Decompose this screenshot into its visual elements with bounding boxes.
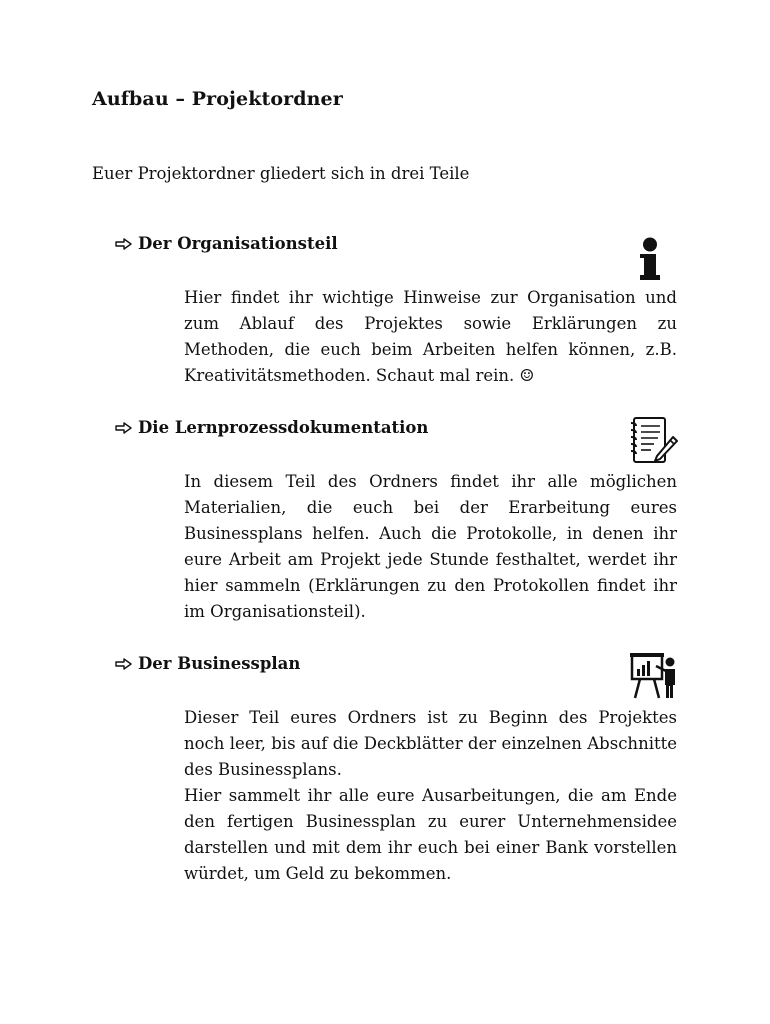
section-text-businessplan (184, 705, 677, 887)
notepad-pencil-icon (628, 415, 678, 467)
section-heading-businessplan (115, 654, 300, 673)
section-heading-label: Die Lernprozessdokumentation (138, 418, 429, 437)
paragraph: Dieser Teil eures Ordners ist zu Beginn des Projektes noch leer, bis auf die Deckblätter der einzelnen Abschnitte des Businessplans. (184, 708, 677, 779)
arrow-right-icon (115, 238, 132, 250)
paragraph: In diesem Teil des Ordners findet ihr alle möglichen Materialien, die euch bei der Erarbeitung eures Businessplans helfen. Auch die Protokolle, in denen ihr eure Arbeit am Projekt jede Stunde festhaltet, werdet ihr hier sammeln (Erklärungen zu den Protokollen findet ihr im Organisationsteil). (184, 472, 677, 621)
section-heading-label: Der Businessplan (138, 654, 301, 673)
section-text-organisation (184, 285, 677, 389)
document-title: Aufbau – Projektordner (92, 88, 343, 110)
arrow-right-icon (115, 658, 132, 670)
section-text-lernprozess (184, 469, 677, 625)
section-heading-lernprozess (115, 418, 428, 437)
intro-text: Euer Projektordner gliedert sich in drei Teile (92, 164, 470, 183)
presentation-icon (630, 652, 680, 700)
paragraph: Hier findet ihr wichtige Hinweise zur Organisation und zum Ablauf des Projektes sowie Erklärungen zu Methoden, die euch beim Arbeiten helfen können, z.B. Kreativitätsmethoden. Schaut mal rein. ☺ (184, 288, 677, 385)
info-icon (637, 237, 663, 281)
section-heading-label: Der Organisationsteil (138, 234, 338, 253)
paragraph: Hier sammelt ihr alle eure Ausarbeitungen, die am Ende den fertigen Businessplan zu eurer Unternehmensidee darstellen und mit dem ihr euch bei einer Bank vorstellen würdet, um Geld zu bekommen. (184, 786, 677, 883)
arrow-right-icon (115, 422, 132, 434)
section-heading-organisation (115, 234, 338, 253)
